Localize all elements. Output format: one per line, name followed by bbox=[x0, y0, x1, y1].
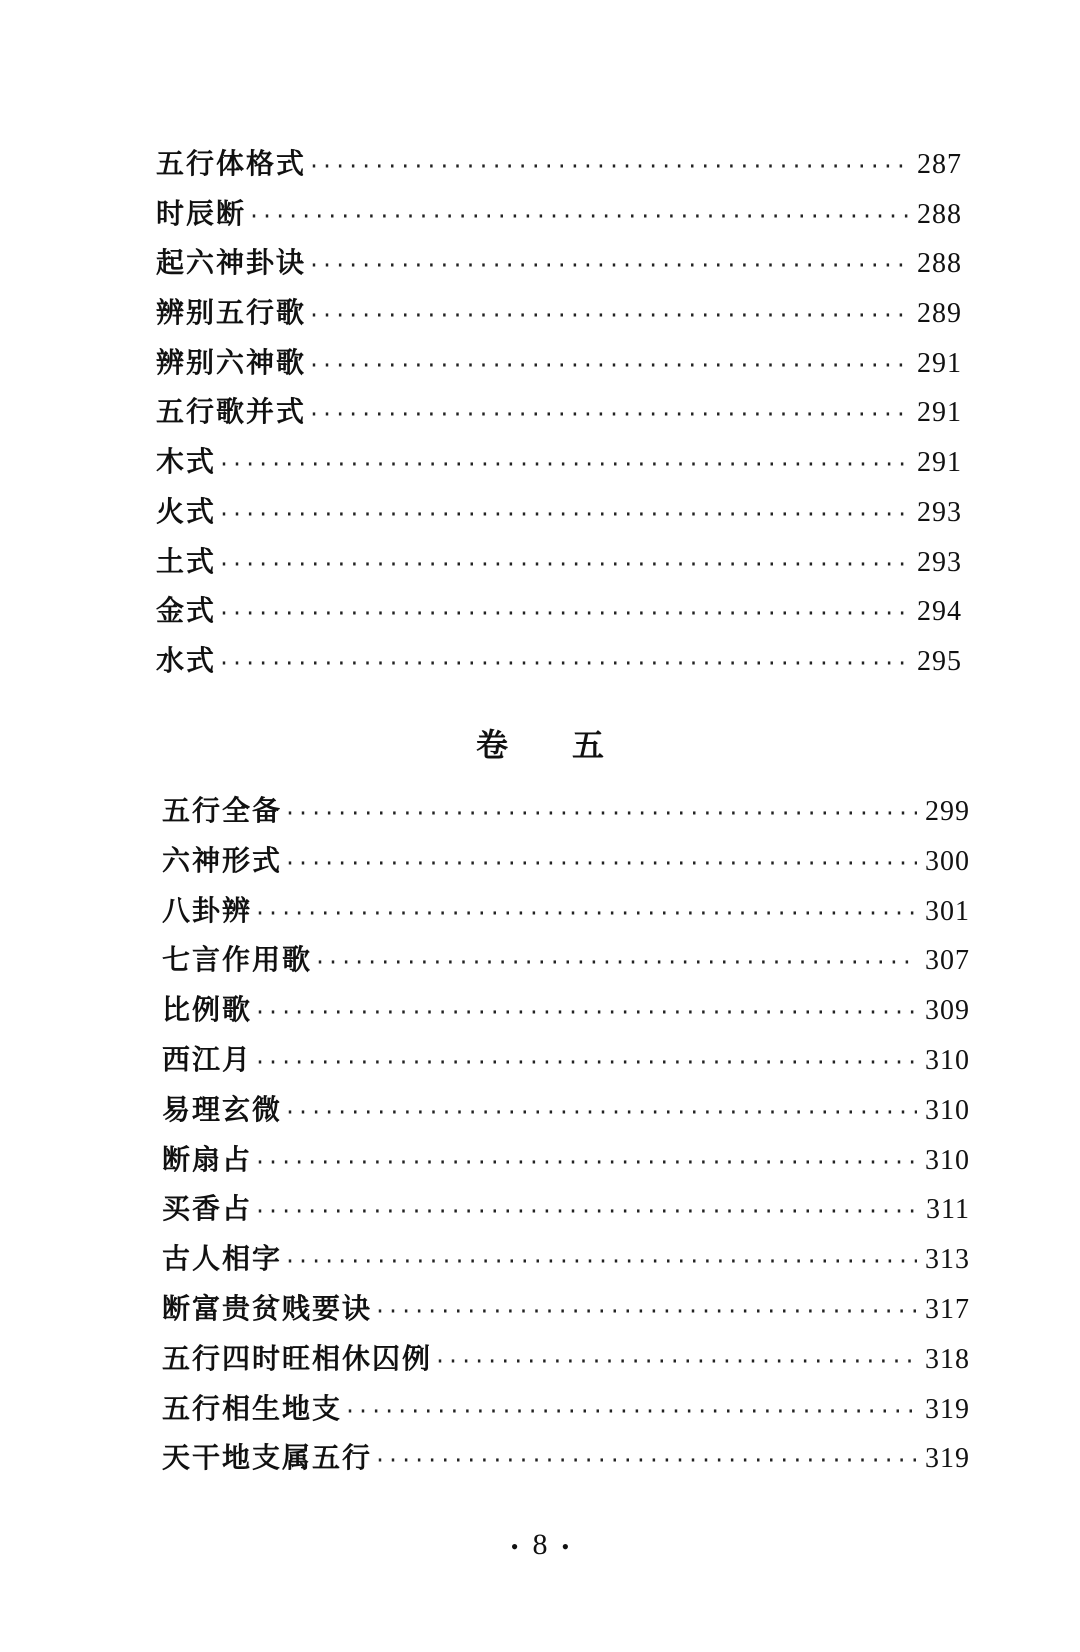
toc-entry-title: 八卦辨 bbox=[162, 893, 253, 927]
dot-leader bbox=[308, 396, 909, 432]
toc-entry-page: 300 bbox=[925, 845, 970, 877]
toc-entry-title: 辨别六神歌 bbox=[156, 345, 307, 379]
volume-heading: 卷五 bbox=[475, 726, 668, 764]
toc-entry-page: 288 bbox=[917, 198, 962, 230]
toc-entry-page: 310 bbox=[925, 1044, 970, 1076]
dot-leader bbox=[284, 1243, 917, 1279]
toc-list-previous-volume bbox=[156, 146, 962, 693]
toc-entry[interactable] bbox=[162, 1142, 970, 1192]
toc-entry[interactable] bbox=[162, 793, 970, 843]
toc-entry[interactable] bbox=[156, 196, 962, 246]
toc-entry-page: 319 bbox=[925, 1443, 970, 1475]
folio-bullet-left: • bbox=[510, 1534, 519, 1560]
dot-leader bbox=[284, 795, 917, 831]
toc-entry-title: 易理玄微 bbox=[162, 1092, 283, 1126]
toc-entry[interactable] bbox=[156, 146, 962, 196]
toc-entry[interactable] bbox=[162, 992, 970, 1042]
toc-entry-page: 294 bbox=[917, 596, 962, 628]
toc-entry-title: 木式 bbox=[156, 445, 217, 479]
toc-entry[interactable] bbox=[156, 593, 962, 643]
dot-leader bbox=[344, 1393, 917, 1429]
toc-entry-title: 西江月 bbox=[162, 1042, 253, 1076]
toc-entry-title: 起六神卦诀 bbox=[156, 246, 307, 280]
toc-entry[interactable] bbox=[156, 394, 962, 444]
toc-entry-title: 五行全备 bbox=[162, 794, 283, 827]
toc-entry-page: 299 bbox=[925, 796, 970, 827]
toc-entry[interactable] bbox=[162, 1440, 970, 1490]
dot-leader bbox=[254, 994, 917, 1030]
toc-entry[interactable] bbox=[162, 843, 970, 893]
toc-entry[interactable] bbox=[162, 893, 970, 943]
toc-entry[interactable] bbox=[162, 1241, 970, 1291]
toc-entry[interactable] bbox=[162, 1191, 970, 1241]
toc-entry-title: 五行相生地支 bbox=[162, 1391, 343, 1425]
toc-entry-page: 317 bbox=[925, 1293, 970, 1325]
toc-entry[interactable] bbox=[162, 942, 970, 992]
toc-entry-title: 五行歌并式 bbox=[156, 395, 307, 429]
dot-leader bbox=[218, 645, 909, 681]
toc-entry-title: 七言作用歌 bbox=[162, 943, 313, 977]
toc-entry-page: 309 bbox=[925, 995, 970, 1027]
toc-entry-page: 287 bbox=[917, 149, 962, 180]
toc-entry-page: 293 bbox=[917, 546, 962, 578]
toc-entry[interactable] bbox=[156, 494, 962, 544]
page-folio bbox=[0, 1528, 1080, 1562]
toc-entry-title: 断富贵贫贱要诀 bbox=[162, 1291, 373, 1325]
toc-entry-page: 307 bbox=[925, 945, 970, 977]
toc-entry[interactable] bbox=[162, 1042, 970, 1092]
dot-leader bbox=[218, 595, 909, 631]
dot-leader bbox=[254, 1044, 917, 1080]
toc-entry-page: 301 bbox=[925, 895, 970, 927]
dot-leader bbox=[218, 446, 909, 482]
toc-entry-page: 310 bbox=[925, 1094, 970, 1126]
toc-entry-page: 291 bbox=[917, 397, 962, 429]
toc-entry-page: 310 bbox=[925, 1144, 970, 1176]
toc-entry[interactable] bbox=[156, 444, 962, 494]
toc-entry-page: 293 bbox=[917, 496, 962, 528]
toc-entry-page: 311 bbox=[926, 1194, 970, 1226]
toc-entry-title: 比例歌 bbox=[162, 993, 253, 1027]
toc-entry-page: 319 bbox=[925, 1393, 970, 1425]
toc-entry-title: 五行四时旺相休囚例 bbox=[162, 1341, 433, 1375]
toc-entry-page: 289 bbox=[917, 298, 962, 330]
toc-entry-title: 火式 bbox=[156, 494, 217, 528]
toc-entry-title: 土式 bbox=[156, 544, 217, 578]
folio-page-number: 8 bbox=[532, 1528, 548, 1561]
dot-leader bbox=[308, 247, 909, 283]
toc-entry-title: 辨别五行歌 bbox=[156, 296, 307, 330]
toc-entry-title: 断扇占 bbox=[162, 1142, 253, 1176]
dot-leader bbox=[218, 496, 909, 532]
dot-leader bbox=[254, 895, 917, 931]
dot-leader bbox=[218, 546, 909, 582]
toc-entry[interactable] bbox=[156, 643, 962, 693]
toc-entry[interactable] bbox=[162, 1291, 970, 1341]
toc-entry-title: 金式 bbox=[156, 594, 217, 628]
toc-entry[interactable] bbox=[156, 345, 962, 395]
dot-leader bbox=[308, 148, 909, 184]
toc-entry-page: 313 bbox=[925, 1244, 970, 1276]
toc-entry-page: 288 bbox=[917, 248, 962, 280]
toc-entry-title: 天干地支属五行 bbox=[162, 1441, 373, 1475]
toc-entry-page: 291 bbox=[917, 347, 962, 379]
toc-entry-title: 买香占 bbox=[162, 1192, 253, 1226]
toc-entry[interactable] bbox=[156, 295, 962, 345]
dot-leader bbox=[314, 944, 917, 980]
toc-entry-page: 295 bbox=[917, 645, 962, 677]
dot-leader bbox=[434, 1343, 917, 1379]
toc-entry-title: 时辰断 bbox=[156, 196, 247, 230]
dot-leader bbox=[248, 198, 909, 234]
toc-list-volume-five bbox=[162, 793, 970, 1490]
dot-leader bbox=[308, 297, 909, 333]
dot-leader bbox=[374, 1293, 917, 1329]
dot-leader bbox=[284, 845, 917, 881]
dot-leader bbox=[284, 1094, 917, 1130]
toc-entry-title: 五行体格式 bbox=[156, 147, 307, 180]
toc-entry-page: 318 bbox=[925, 1343, 970, 1375]
toc-entry[interactable] bbox=[162, 1391, 970, 1441]
dot-leader bbox=[374, 1442, 917, 1478]
folio-bullet-right: • bbox=[561, 1534, 570, 1560]
dot-leader bbox=[254, 1193, 918, 1229]
toc-entry[interactable] bbox=[156, 544, 962, 594]
toc-entry-title: 古人相字 bbox=[162, 1242, 283, 1276]
toc-entry-title: 六神形式 bbox=[162, 843, 283, 877]
toc-entry[interactable] bbox=[156, 245, 962, 295]
toc-entry[interactable] bbox=[162, 1092, 970, 1142]
toc-entry-page: 291 bbox=[917, 447, 962, 479]
dot-leader bbox=[308, 347, 909, 383]
toc-entry[interactable] bbox=[162, 1341, 970, 1391]
toc-entry-title: 水式 bbox=[156, 643, 217, 677]
dot-leader bbox=[254, 1144, 917, 1180]
